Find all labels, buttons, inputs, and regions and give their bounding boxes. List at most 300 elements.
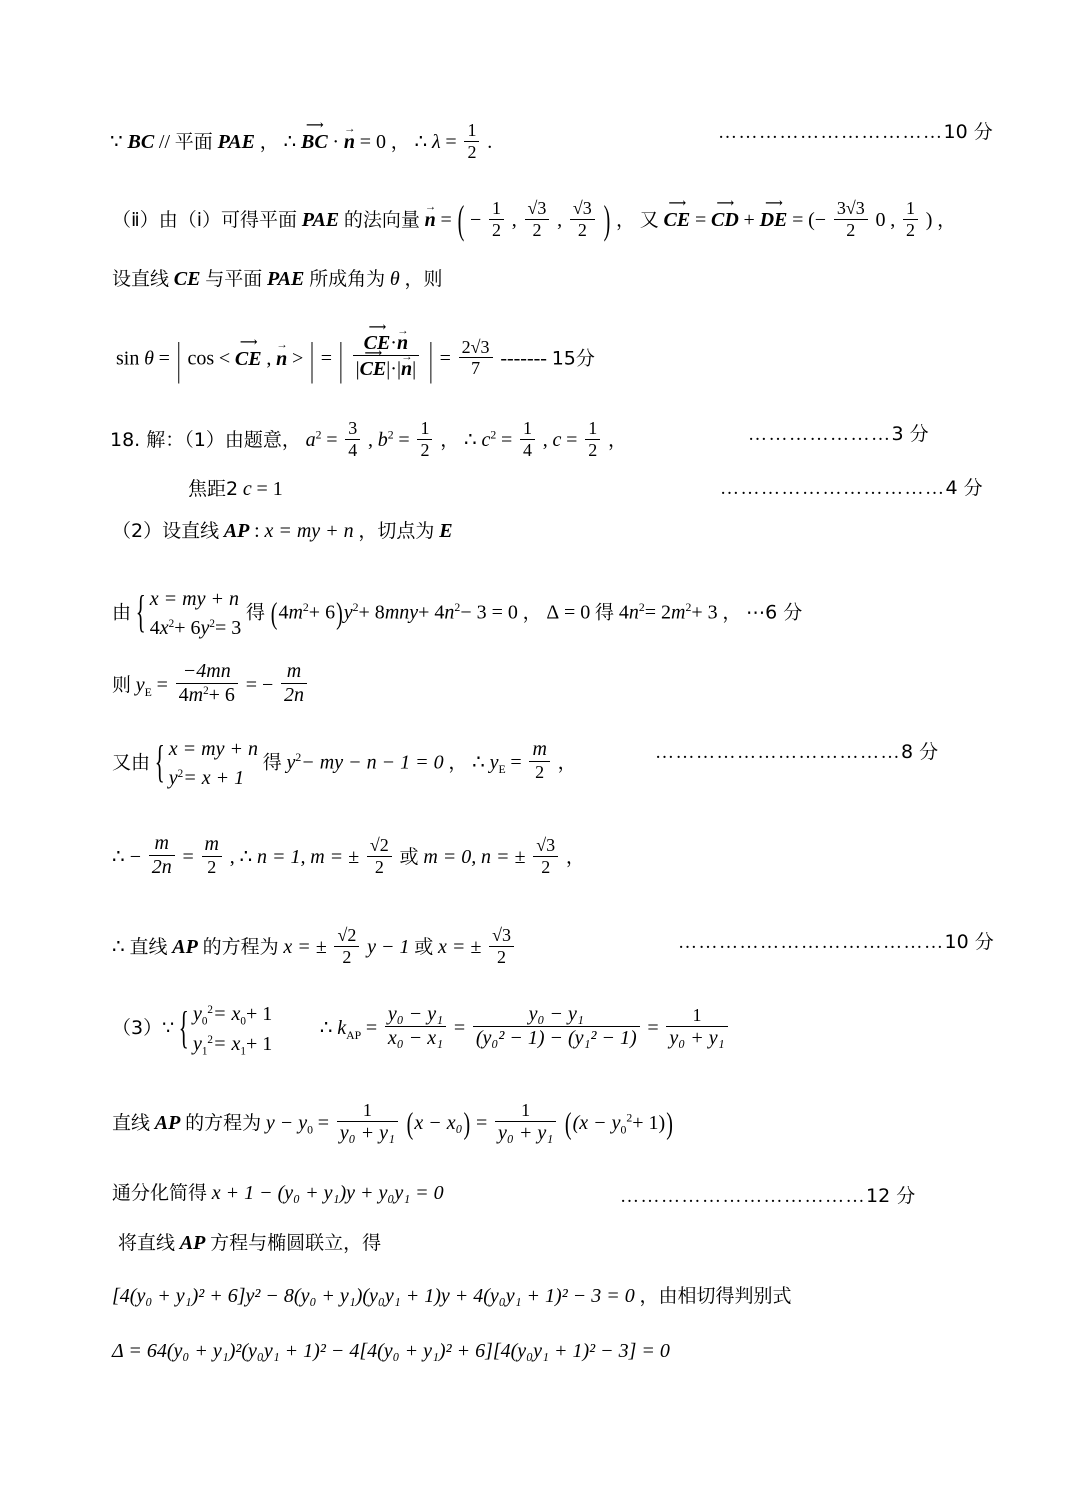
- a-squared-value: [345, 418, 360, 460]
- sys1-eq3: = 3: [214, 617, 242, 639]
- equals-4: =: [792, 208, 804, 231]
- n3-num: √3: [570, 198, 595, 220]
- ce-component-3: [903, 198, 918, 240]
- therefore-symbol-6: ∴: [239, 846, 253, 869]
- res-n: n: [628, 601, 639, 624]
- therefore-symbol-8: ∴: [319, 1017, 333, 1040]
- fraction-denominator: 2: [467, 141, 477, 162]
- equals-11: =: [566, 428, 578, 451]
- n-val-num: √3: [533, 835, 558, 857]
- substitute-line: [118, 1232, 381, 1255]
- angle-text: 所成角为: [309, 268, 386, 290]
- n1-den: 2: [492, 219, 502, 240]
- score-marker-10b: [678, 932, 994, 954]
- ps-expr-pow: 2: [626, 1111, 633, 1125]
- vector-n-3: n →: [276, 348, 287, 370]
- yE-den-m: m: [188, 684, 204, 706]
- comma-5: ，: [615, 208, 635, 231]
- therefore-symbol-7: ∴: [112, 935, 125, 958]
- equals-8: =: [326, 428, 338, 451]
- solution-line-3: [112, 268, 443, 291]
- comma-12: ，: [607, 428, 627, 451]
- comma-13: ，: [522, 601, 542, 624]
- ps1-num: 1: [337, 1100, 398, 1122]
- left-paren-1: (: [457, 199, 465, 244]
- mn2-den: 2: [207, 857, 217, 877]
- equation-system-1: [136, 585, 242, 643]
- theta-symbol: θ: [389, 268, 400, 290]
- ps-fraction-2: [495, 1100, 556, 1145]
- var-a: a: [305, 428, 316, 451]
- equals-20: =: [475, 1111, 488, 1134]
- ce-component-1: [834, 198, 868, 240]
- dot-operator: ·: [332, 130, 340, 153]
- y-sub-e: E: [144, 685, 152, 699]
- equals-13: = −: [245, 674, 274, 697]
- expr-y-pow: 2: [352, 601, 359, 615]
- ap-coef-fraction-2: [489, 925, 514, 967]
- eq2-ypow: 2: [295, 751, 302, 765]
- comma-7: ，: [937, 208, 957, 231]
- yE-den-plus6: + 6: [208, 684, 235, 706]
- comma-4: ,: [557, 208, 563, 231]
- normal-component-3: [570, 198, 595, 240]
- part-3-prefix: （3）∵: [112, 1017, 175, 1040]
- paren-right-3: ): [336, 596, 343, 632]
- score-label-12: 12 分: [866, 1185, 916, 1207]
- vector-n: n →: [344, 131, 355, 153]
- equals-5: =: [158, 347, 170, 370]
- focal-value: = 1: [256, 478, 283, 500]
- vector-cd: CD ⟶: [711, 207, 739, 231]
- ap1-den: 2: [342, 946, 352, 967]
- cos-label: cos: [187, 347, 215, 370]
- score-label-8: 8 分: [901, 741, 939, 763]
- sin-label: sin: [116, 347, 140, 370]
- yE-den-4: 4: [178, 684, 189, 706]
- res-n-pow: 2: [638, 601, 645, 615]
- dot-den: ·: [390, 358, 397, 380]
- comma-17: ,: [229, 846, 235, 869]
- paren-right-5: ): [666, 1107, 673, 1142]
- vector-ce-num: CE ⟶: [364, 330, 391, 355]
- solution-line-1: [110, 120, 492, 162]
- result-fraction: [459, 337, 493, 379]
- dot-leader-4: ………………………………: [655, 742, 901, 763]
- get-word-3: 得: [262, 751, 282, 774]
- discriminant-line: [112, 1340, 670, 1363]
- again-word: 又: [639, 208, 659, 231]
- therefore-symbol: ∴: [283, 130, 297, 153]
- plane-pae-3: PAE: [266, 268, 305, 290]
- system-line-1: [112, 585, 802, 643]
- fraction-numerator: 1: [464, 120, 479, 142]
- ps-expr-b: + 1): [632, 1111, 666, 1134]
- yE2-den: 2n: [284, 684, 304, 706]
- right-paren-2: ): [925, 208, 933, 231]
- sys1-x: x: [159, 617, 169, 639]
- k-var: k: [337, 1017, 347, 1040]
- comma-3: ,: [511, 208, 517, 231]
- score-marker-10a: [718, 122, 993, 144]
- set-line-text: 设直线: [112, 268, 170, 290]
- equals-2: =: [440, 208, 452, 231]
- line-ap-4: AP: [179, 1232, 206, 1254]
- b-squared-value: [417, 418, 432, 460]
- var-c-2: c: [552, 428, 562, 451]
- vector-ce-2: CE ⟶: [235, 346, 262, 370]
- problem-18-line-1: [110, 418, 627, 460]
- sys3-row2: [193, 1030, 272, 1060]
- sys3-y1sub: 1: [201, 1045, 208, 1058]
- because-symbol: ∵: [110, 130, 123, 153]
- a2-den: 4: [348, 439, 358, 460]
- abs-bar-right: |: [310, 334, 315, 386]
- lambda-symbol: λ: [432, 130, 441, 153]
- sys2-row1: { x = my + n: [168, 738, 258, 760]
- result-num: 2√3: [459, 337, 493, 359]
- angle-lt: <: [218, 347, 231, 370]
- simplify-prefix: 通分化简得: [112, 1182, 208, 1204]
- x-equals-pm-1: x = ±: [283, 935, 327, 958]
- dot-leader-1: ……………………………: [718, 122, 944, 143]
- therefore-symbol-5: ∴ −: [112, 846, 142, 869]
- sys2-rest: = x + 1: [183, 767, 245, 789]
- by-word-1: 由: [112, 601, 132, 624]
- paren-left-3: (: [270, 596, 278, 632]
- paren-right-4: ): [463, 1107, 471, 1142]
- line-ap-2: AP: [172, 935, 198, 958]
- m-equals-0: m = 0,: [423, 846, 477, 869]
- ps1-den: y₀ + y₁: [339, 1121, 395, 1144]
- equals-14: =: [510, 751, 522, 774]
- equals-9: =: [398, 428, 410, 451]
- focal-distance-label: 焦距2: [188, 478, 239, 500]
- slope3-num: 1: [666, 1005, 727, 1027]
- delta-symbol-1: Δ: [546, 601, 560, 624]
- equals-10: =: [500, 428, 513, 451]
- mn-fraction-1: [149, 832, 175, 879]
- c-den: 2: [588, 439, 598, 460]
- angle-gt: >: [291, 347, 304, 370]
- slope2-num: y₀ − y₁: [473, 1003, 640, 1027]
- comma-15: ，: [448, 751, 468, 774]
- discriminant-expression: Δ = 64(y₀ + y₁)²(y₀y₁ + 1)² − 4[4(y₀ + y₁)² + 6][4(y₀y₁ + 1)² − 3] = 0: [112, 1340, 670, 1362]
- sys1-xpow: 2: [168, 618, 175, 630]
- sys1-y: y: [200, 617, 210, 639]
- quadratic-expression: [4(y₀ + y₁)² + 6]y² − 8(y₀ + y₁)(y₀y₁ + 1)y + 4(y₀y₁ + 1)² − 3 = 0: [112, 1285, 635, 1307]
- part-3-line: [112, 1000, 731, 1060]
- solve-mn-line: [112, 832, 585, 879]
- b2-num: 1: [417, 418, 432, 440]
- n-value-fraction: [533, 835, 558, 877]
- c-num: 1: [585, 418, 600, 440]
- ce3-num: 1: [903, 198, 918, 220]
- eq2-rest: − my − n − 1 = 0: [301, 751, 444, 774]
- b-exponent: 2: [387, 428, 394, 442]
- score-marker-3: [748, 424, 929, 446]
- ce1-den: 2: [846, 219, 856, 240]
- abs-bar-left: |: [176, 334, 181, 386]
- ap-point-slope-line: [112, 1100, 674, 1145]
- therefore-symbol-3: ∴: [463, 428, 477, 451]
- mn1-num: m: [149, 832, 175, 856]
- equals-16: =: [365, 1017, 378, 1040]
- score-marker-12: [620, 1186, 915, 1208]
- sys3-plus1a: + 1: [245, 1003, 273, 1025]
- sys2-ypow: 2: [177, 768, 184, 780]
- plane-word: 平面: [174, 130, 213, 153]
- big-abs-right: |: [428, 334, 433, 386]
- expr-n-pow: 2: [454, 601, 461, 615]
- substitute-suffix: 方程与椭圆联立，得: [210, 1232, 382, 1254]
- solution-line-2: [112, 198, 957, 244]
- dot-num: ·: [390, 332, 397, 354]
- var-b: b: [377, 428, 388, 451]
- dot-leader-5: …………………………………: [678, 932, 945, 953]
- dot-leader-6: ………………………………: [620, 1186, 866, 1207]
- yE-value-fraction: [529, 738, 549, 783]
- line-ap-equation-result: [112, 925, 517, 967]
- equals-6: =: [320, 347, 333, 370]
- line-ce: CE: [173, 268, 201, 290]
- line-word-1: 直线: [129, 935, 168, 958]
- or-word-2: 或: [414, 935, 434, 958]
- equals-17: =: [453, 1017, 466, 1040]
- ps2-num: 1: [495, 1100, 556, 1122]
- comma-18: ，: [565, 846, 585, 869]
- expr-y: y: [343, 601, 353, 624]
- get-word-1: 得: [246, 601, 266, 624]
- sys1-row2: [150, 614, 242, 643]
- yEv-num: m: [529, 738, 549, 762]
- line-ap-3: AP: [154, 1111, 181, 1134]
- ap2-den: 2: [497, 946, 507, 967]
- yE-den: [176, 684, 238, 707]
- sys2-y: y: [168, 767, 178, 789]
- quadratic-line: [112, 1285, 791, 1308]
- ce-component-2: 0: [875, 208, 886, 231]
- vector-bc: BC ⟶: [301, 129, 328, 153]
- bar-l1: |: [355, 358, 360, 380]
- solution-line-4-sin-formula: [116, 330, 595, 386]
- dot-leader-3: ……………………………: [720, 478, 946, 499]
- m-val-num: √2: [367, 835, 392, 857]
- expr-minus3: − 3 = 0: [460, 601, 518, 624]
- comma-6: ,: [890, 208, 896, 231]
- y-minus-1: y − 1: [367, 935, 410, 958]
- period-1: .: [487, 130, 493, 153]
- yE-derivation-line: [112, 660, 310, 707]
- c2-den: 4: [523, 439, 533, 460]
- vector-n-num: n →: [397, 332, 408, 355]
- n2-num: √3: [525, 198, 550, 220]
- comma-9: ,: [368, 428, 374, 451]
- score-label-10b: 10 分: [944, 931, 994, 953]
- right-paren-1: ): [603, 199, 611, 244]
- b2-den: 2: [420, 439, 430, 460]
- score-marker-4: [720, 478, 983, 500]
- comma-1: ，: [259, 130, 279, 153]
- normal-component-2: [525, 198, 550, 240]
- sys1-coef4: 4: [149, 617, 160, 639]
- var-c-3: c: [242, 478, 252, 500]
- m-equals-pm: m = ±: [310, 846, 360, 869]
- slope-fraction-2: [473, 1003, 640, 1050]
- big-abs-left: |: [338, 334, 343, 386]
- get-word-2: 得: [595, 601, 615, 624]
- bar-r1: |: [386, 358, 391, 380]
- ps-fraction-1: [337, 1100, 398, 1145]
- expr-plus4: + 4: [418, 601, 445, 624]
- slope-fraction-3: [666, 1005, 727, 1050]
- vector-de: DE ⟶: [760, 207, 788, 231]
- score-marker-8: [655, 742, 938, 764]
- ps2-den: y₀ + y₁: [498, 1121, 554, 1144]
- score-label-10a: 10 分: [943, 121, 993, 143]
- sys3-y0: y: [192, 1003, 202, 1025]
- slope-fraction-1: [385, 1003, 446, 1050]
- x-equals-pm-2: x = ±: [437, 935, 482, 958]
- m-value-fraction: [367, 835, 392, 877]
- slope3-den: y₀ + y₁: [669, 1027, 725, 1050]
- res-m: m: [670, 601, 686, 624]
- segment-bc: BC: [127, 130, 155, 153]
- score-label-3: 3 分: [891, 423, 929, 445]
- c-exponent: 2: [490, 428, 497, 442]
- minus-sign-1: −: [470, 208, 482, 231]
- mn2-num: m: [202, 833, 222, 857]
- eq2-y: y: [286, 751, 296, 774]
- ye-sub-2: E: [498, 763, 506, 777]
- discriminant-text: ，由相切得判别式: [639, 1285, 792, 1307]
- equals-18: =: [647, 1017, 659, 1040]
- ps-expr-a: (x − y: [572, 1111, 621, 1134]
- score-label-6: ⋯6 分: [746, 601, 803, 624]
- part-2-line: [112, 520, 453, 543]
- sys3-y0pow: 2: [207, 1004, 213, 1016]
- comma-14: ，: [722, 601, 742, 624]
- res-eq2: = 2: [644, 601, 671, 624]
- expr-m-pow: 2: [302, 601, 309, 615]
- mn1-den: 2n: [151, 856, 172, 878]
- expr-m: m: [288, 601, 303, 624]
- k-sub-ap: AP: [346, 1028, 362, 1042]
- fraction-one-half: [464, 120, 479, 162]
- sys1-ypow: 2: [209, 618, 215, 630]
- n3-den: 2: [577, 219, 587, 240]
- ce1-num: 3√3: [834, 198, 868, 220]
- theta-symbol-2: θ: [144, 347, 154, 370]
- line-ap: AP: [223, 520, 250, 542]
- comma-16: ，: [557, 751, 577, 774]
- sys3-x1sub: 1: [240, 1045, 246, 1058]
- part-ii-prefix: （ⅱ）由（ⅰ）可得平面: [112, 208, 297, 231]
- x-minus-x0: x − x₀: [414, 1111, 463, 1134]
- equation-of-text-2: 的方程为: [185, 1111, 262, 1134]
- simplified-equation-line: [112, 1182, 444, 1205]
- result-den: 7: [471, 358, 481, 379]
- c-squared-value: [520, 418, 535, 460]
- slope2-den: (y₀² − 1) − (y₁² − 1): [475, 1027, 637, 1050]
- ce3-den: 2: [905, 219, 915, 240]
- sys3-row1: [193, 1000, 272, 1030]
- sys1-plus6: + 6: [174, 617, 201, 639]
- equals-3: =: [694, 208, 707, 231]
- comma-10: ，: [440, 428, 460, 451]
- with-plane-text: 与平面: [205, 268, 263, 290]
- equals-12: =: [156, 674, 168, 697]
- sys3-x0sub: 0: [240, 1015, 246, 1028]
- sys3-x0: = x: [212, 1003, 241, 1025]
- sys3-y1pow: 2: [207, 1033, 213, 1046]
- yE-fraction-1: [176, 660, 238, 707]
- equation-of-text: 的方程为: [202, 935, 279, 958]
- vector-n-2: n →: [425, 209, 436, 231]
- sys3-y1: y: [192, 1032, 202, 1055]
- plus-1: +: [743, 208, 755, 231]
- dash-leader: -------: [500, 347, 547, 370]
- yE-den-mpow: 2: [203, 685, 209, 697]
- yEv-den: 2: [535, 762, 545, 783]
- expr-plus8: + 8: [358, 601, 385, 624]
- expr-4: 4: [278, 601, 289, 624]
- therefore-symbol-2: ∴: [414, 130, 428, 153]
- c-value: [585, 418, 600, 460]
- sys3-y0sub: 0: [201, 1015, 208, 1028]
- n2-den: 2: [532, 219, 542, 240]
- delta-eq-0: = 0: [564, 601, 591, 624]
- simplified-expression: x + 1 − (y₀ + y₁)y + y₀y₁ = 0: [211, 1182, 444, 1204]
- y0-sub: 0: [307, 1123, 313, 1137]
- then-word-1: 则: [112, 674, 132, 697]
- n-equals-1: n = 1,: [256, 846, 306, 869]
- again-by-word: 又由: [112, 751, 151, 774]
- expr-n: n: [444, 601, 455, 624]
- comma-2: ，: [390, 130, 410, 153]
- comma-8: ,: [266, 347, 272, 370]
- sys1-row1: { x = my + n: [149, 588, 239, 610]
- var-c: c: [481, 428, 491, 451]
- equals-zero: = 0: [359, 130, 386, 153]
- y-minus-y0: y − y: [265, 1111, 308, 1134]
- y-var-1: y: [135, 674, 145, 697]
- colon-1: :: [254, 520, 260, 542]
- normal-vector-text: 的法向量: [343, 208, 420, 231]
- expr-mny: mny: [384, 601, 419, 624]
- ap1-num: √2: [334, 925, 359, 947]
- then-text: ，则: [404, 268, 443, 290]
- equation-system-2: [155, 735, 258, 793]
- bar-l2: |: [396, 358, 401, 380]
- tangent-point-text: ，切点为: [358, 520, 435, 542]
- or-word-1: 或: [399, 846, 419, 869]
- yE-num: −4mn: [176, 660, 238, 684]
- cos-frac-den: [353, 356, 420, 381]
- a2-num: 3: [345, 418, 360, 440]
- vector-ce-den: CE ⟶: [360, 356, 387, 381]
- n-equals-pm: n = ±: [481, 846, 526, 869]
- sys3-plus1b: + 1: [245, 1032, 273, 1055]
- system-line-2: [112, 735, 577, 793]
- comma-11: ,: [542, 428, 548, 451]
- n-val-den: 2: [541, 857, 551, 877]
- c2-num: 1: [520, 418, 535, 440]
- res-plus3: + 3: [691, 601, 718, 624]
- n1-num: 1: [489, 198, 504, 220]
- yE2-num: m: [281, 660, 307, 684]
- equals-1: =: [445, 130, 457, 153]
